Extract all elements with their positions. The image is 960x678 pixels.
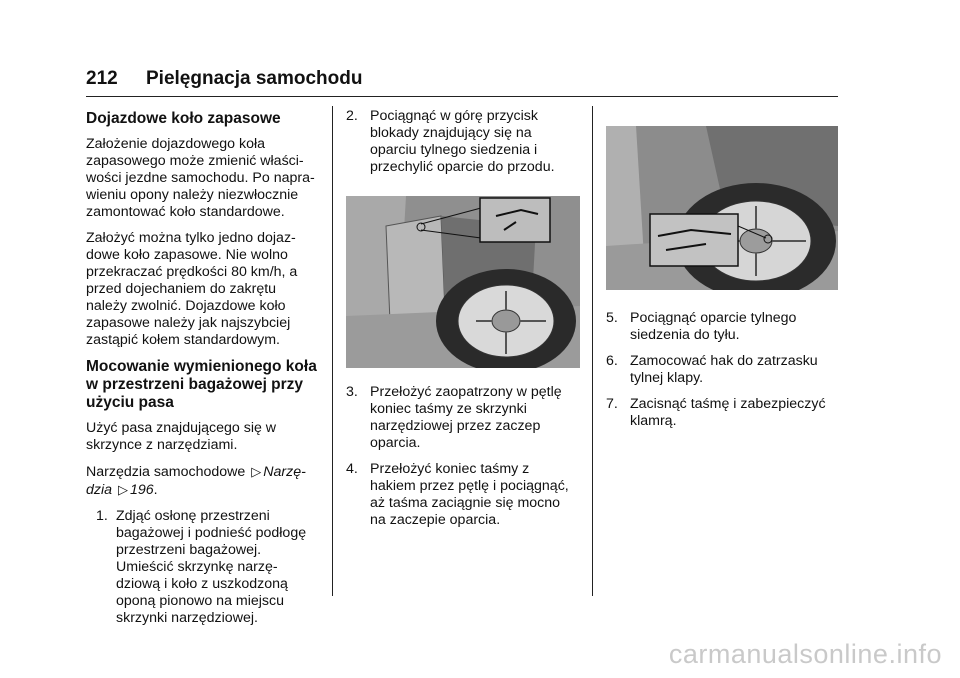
step-4 xyxy=(346,461,582,529)
text-line: Założyć można tylko jedno dojaz- xyxy=(86,230,296,246)
step-1 xyxy=(86,508,320,627)
page-reference-icon: ▷ xyxy=(117,482,128,497)
heading-line: w przestrzeni bagażowej przy xyxy=(86,376,304,393)
paragraph-use-strap xyxy=(86,420,320,454)
text-line: wieniu opony należy niezwłocznie xyxy=(86,187,299,203)
text-line: zamontować koło standardowe. xyxy=(86,204,285,220)
heading-securing-wheel xyxy=(86,358,320,412)
illustration-strap-secured xyxy=(606,126,838,290)
text-line: należy zwolnić. Dojazdowe koło xyxy=(86,298,286,314)
tools-link-cont[interactable]: dzia xyxy=(86,482,113,498)
column-1 xyxy=(86,110,320,636)
column-3 xyxy=(606,310,840,439)
step-6 xyxy=(606,353,840,387)
step-text: Przełożyć koniec taśmy z hakiem przez pętlę i pociągnąć, aż taśma zaciągnie się mocno na zaczepie oparcia. xyxy=(370,461,569,528)
illustration-seat-release xyxy=(346,196,580,368)
column-divider-2 xyxy=(592,106,593,596)
column-divider-1 xyxy=(332,106,333,596)
step-text: Pociągnąć w górę przycisk blokady znajdujący się na oparciu tylnego siedzenia i przechylić oparcie do przodu. xyxy=(370,108,555,175)
column-2-lower xyxy=(346,384,582,538)
heading-line: Mocowanie wymienionego koła xyxy=(86,358,317,375)
paragraph-spare-wheel-2 xyxy=(86,230,320,349)
step-text: Zamocować hak do zatrzasku tylnej klapy. xyxy=(630,353,818,386)
text-line: Założenie dojazdowego koła xyxy=(86,136,266,152)
column-2 xyxy=(346,108,582,185)
text-line: Użyć pasa znajdującego się w xyxy=(86,420,277,436)
step-7 xyxy=(606,396,840,430)
text-line: przed dojechaniem do zakrętu xyxy=(86,281,277,297)
step-3 xyxy=(346,384,582,452)
watermark: carmanualsonline.info xyxy=(668,639,942,669)
step-number: 6. xyxy=(606,353,618,369)
paragraph-tools-reference: Narzędzia samochodowe ▷ Narzę- dzia ▷ 196. xyxy=(86,464,306,498)
page-number: 212 xyxy=(86,68,118,89)
text-line: wości jezdne samochodu. Po napra- xyxy=(86,170,315,186)
text-line: zapasowe należy jak najszybciej xyxy=(86,315,291,331)
step-number: 3. xyxy=(346,384,358,400)
step-number: 1. xyxy=(96,508,108,524)
step-text: Przełożyć zaopatrzony w pętlę koniec taśmy ze skrzynki narzędziowej przez zaczep oparcia. xyxy=(370,384,562,451)
text-line: przekraczać prędkości 80 km/h, a xyxy=(86,264,298,280)
text-line: Narzędzia samochodowe xyxy=(86,464,246,480)
step-number: 5. xyxy=(606,310,618,326)
trunk-wheel-drawing xyxy=(346,196,580,368)
trunk-strap-drawing xyxy=(606,126,838,290)
section-title: Pielęgnacja samochodu xyxy=(146,68,363,89)
step-number: 7. xyxy=(606,396,618,412)
tools-page-link[interactable]: 196 xyxy=(129,482,154,498)
heading-spare-wheel: Dojazdowe koło zapasowe xyxy=(86,110,281,127)
step-number: 4. xyxy=(346,461,358,477)
step-5 xyxy=(606,310,840,344)
step-text: Pociągnąć oparcie tylnego siedzenia do tyłu. xyxy=(630,310,797,343)
step-text: Zdjąć osłonę przestrzeni bagażowej i podnieść podłogę przestrzeni bagażowej. Umieścić skrzynkę narzę- dziową i koło z uszkodzoną oponą pionowo na miejscu skrzynki narzędziowej. xyxy=(116,508,307,626)
tools-link[interactable]: Narzę- xyxy=(263,464,306,480)
step-number: 2. xyxy=(346,108,358,124)
text-line: zastąpić kołem standardowym. xyxy=(86,332,280,348)
page-header xyxy=(86,66,838,97)
page-reference-icon: ▷ xyxy=(251,464,262,479)
text-line: zapasowego może zmienić właści- xyxy=(86,153,304,169)
paragraph-spare-wheel-1 xyxy=(86,136,320,221)
text-line: dowe koło zapasowe. Nie wolno xyxy=(86,247,288,263)
step-2 xyxy=(346,108,582,176)
step-text: Zacisnąć taśmę i zabezpieczyć klamrą. xyxy=(630,396,826,429)
heading-line: użyciu pasa xyxy=(86,394,174,411)
text-line: skrzynce z narzędziami. xyxy=(86,437,238,453)
